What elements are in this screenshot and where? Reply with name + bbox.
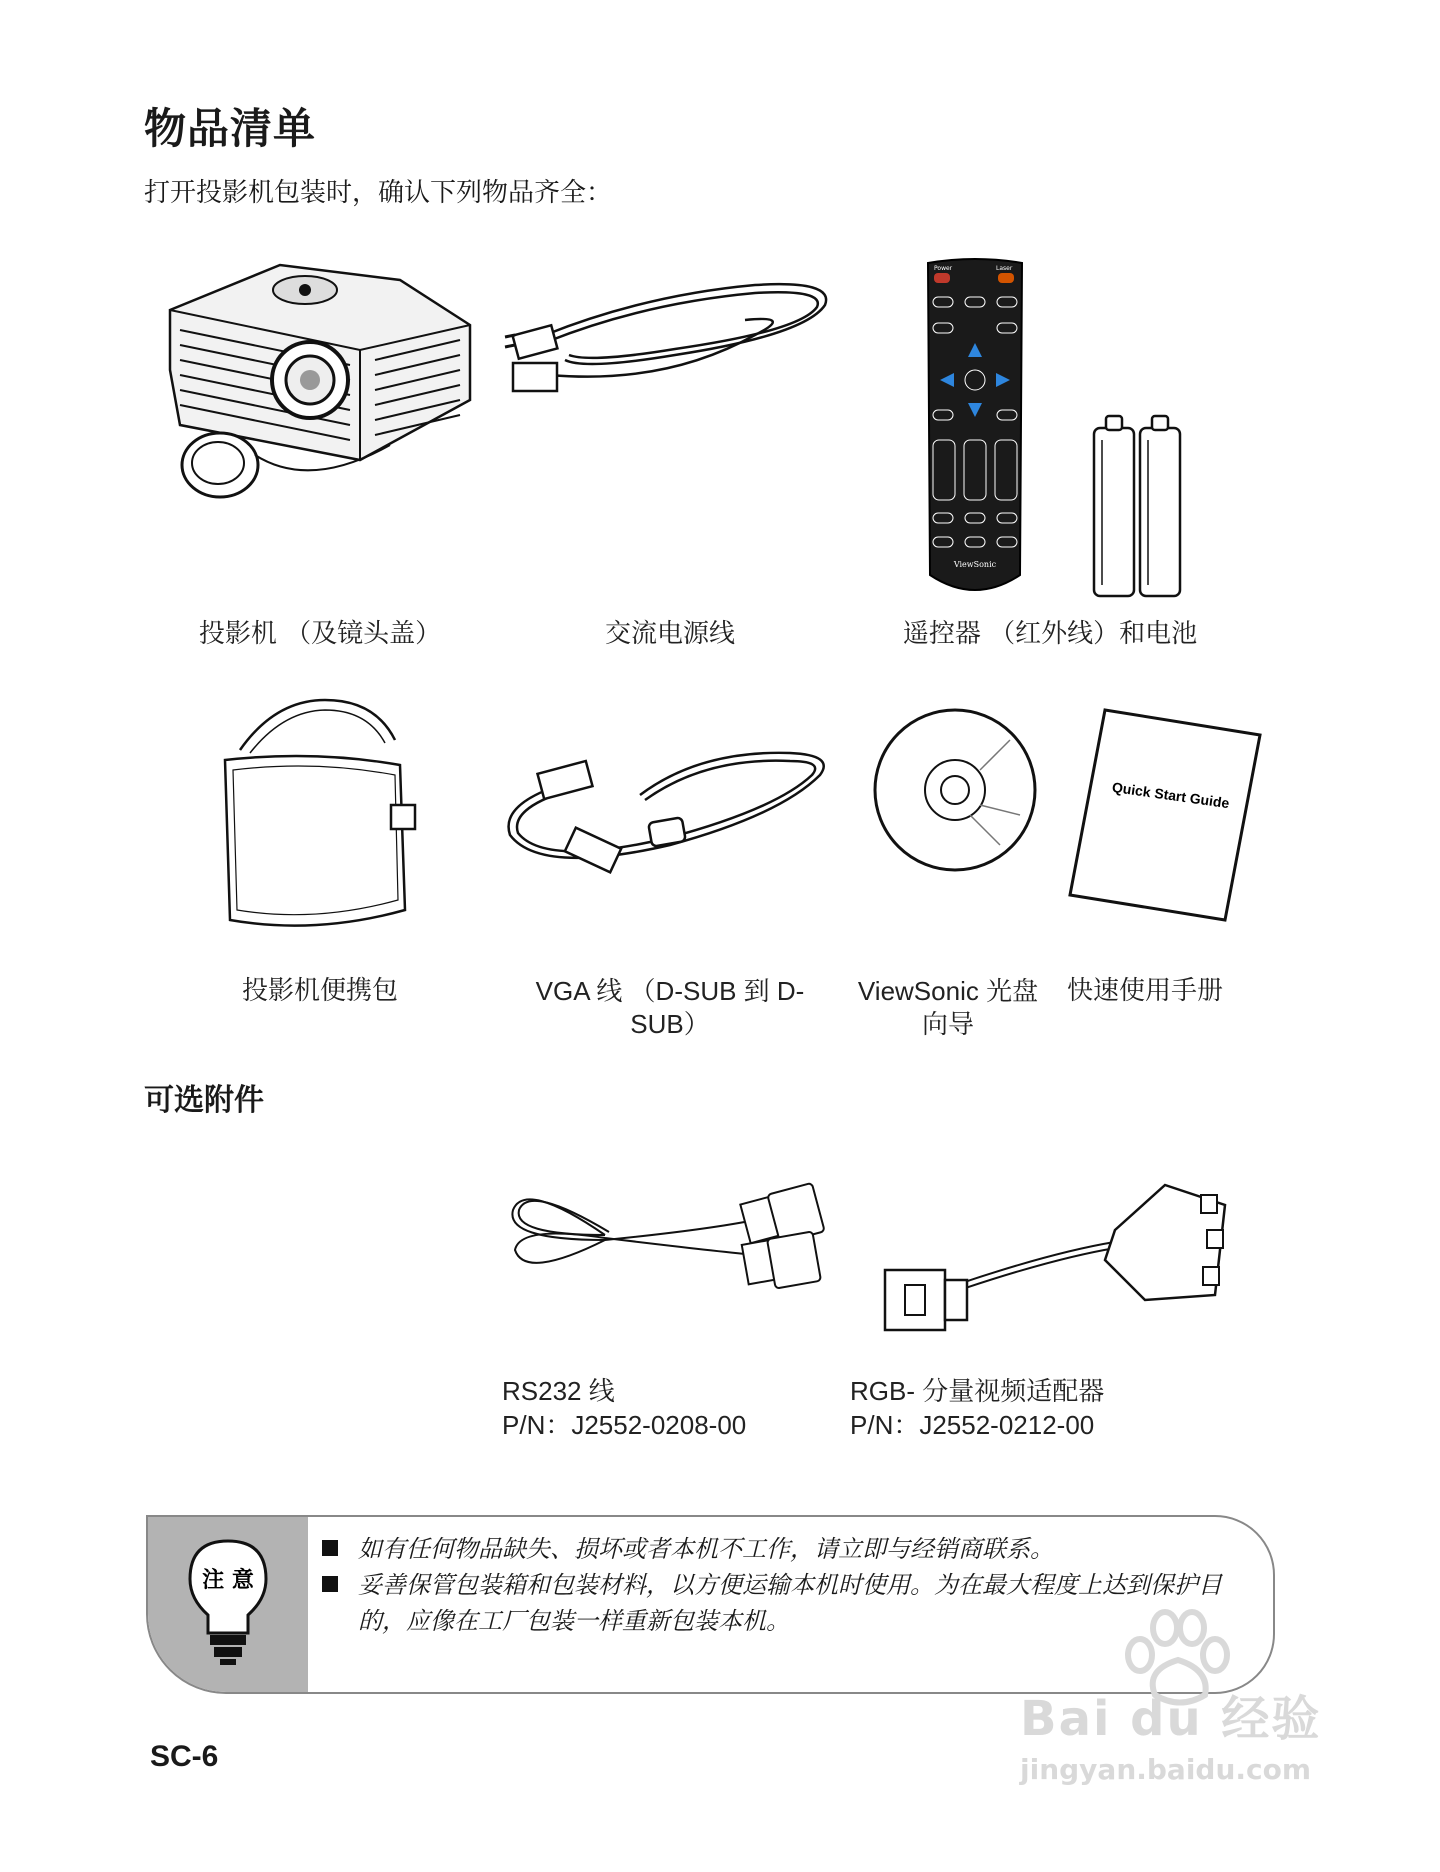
rgb-adapter-caption — [850, 1375, 1230, 1443]
caption-power-cord: 交流电源线 — [604, 619, 735, 649]
vga-cable-illustration — [500, 735, 840, 885]
remote-control-illustration — [920, 255, 1030, 600]
square-bullet-icon — [322, 1576, 338, 1592]
note-label: 注 意 — [202, 1568, 254, 1593]
rgb-adapter-part-number: P/N：J2552-0212-00 — [850, 1409, 1095, 1440]
remote-brand: ViewSonic — [953, 560, 997, 569]
note-text: 如有任何物品缺失、损坏或者本机不工作，请立即与经销商联系。 — [358, 1535, 1054, 1563]
lightbulb-icon — [186, 1537, 270, 1667]
rs232-name: RS232 线 — [502, 1376, 615, 1406]
note-item — [308, 1567, 1248, 1639]
caption-vga-cable: VGA 线 （D-SUB 到 D-SUB） — [535, 976, 805, 1039]
caption-projector: 投影机 （及镜头盖） — [198, 619, 442, 649]
projector-illustration — [160, 250, 480, 500]
note-item — [308, 1531, 1248, 1567]
rs232-part-number: P/N：J2552-0208-00 — [502, 1409, 747, 1440]
caption-quick-guide: 快速使用手册 — [1066, 976, 1223, 1006]
rs232-caption — [502, 1375, 842, 1443]
note-list — [308, 1531, 1248, 1639]
intro-text: 打开投影机包装时，确认下列物品齐全： — [144, 178, 613, 208]
watermark-brand: Bai du 经验 — [1020, 1691, 1322, 1747]
page-number: SC-6 — [150, 1740, 219, 1773]
note-sidebar — [148, 1517, 308, 1692]
watermark-url: jingyan.baidu.com — [1020, 1753, 1312, 1786]
quick-start-guide-illustration — [1065, 705, 1265, 925]
page-title: 物品清单 — [144, 104, 317, 153]
rgb-adapter-name: RGB- 分量视频适配器 — [850, 1376, 1105, 1406]
note-box — [146, 1515, 1275, 1694]
caption-carrying-case: 投影机便携包 — [241, 976, 398, 1006]
caption-remote: 遥控器 （红外线）和电池 — [902, 619, 1198, 649]
guide-cover-title: Quick Start Guide — [1111, 778, 1231, 812]
batteries-illustration — [1090, 410, 1190, 600]
caption-cd-wizard: ViewSonic 光盘向导 — [857, 976, 1039, 1039]
paw-logo-icon — [1120, 1610, 1230, 1710]
square-bullet-icon — [322, 1540, 338, 1556]
remote-power-label: Power — [934, 265, 953, 272]
carrying-case-illustration — [215, 695, 425, 945]
rgb-component-adapter-illustration — [875, 1175, 1235, 1345]
remote-laser-label: Laser — [996, 265, 1013, 272]
cd-wizard-illustration — [870, 705, 1040, 875]
optional-accessories-heading: 可选附件 — [144, 1083, 264, 1118]
baidu-watermark — [1020, 1680, 1350, 1786]
rs232-cable-illustration — [505, 1180, 835, 1290]
note-text: 妥善保管包装箱和包装材料，以方便运输本机时使用。为在最大程度上达到保护目的，应像在工厂包装一样重新包装本机。 — [358, 1571, 1222, 1635]
power-cord-illustration — [505, 275, 845, 425]
